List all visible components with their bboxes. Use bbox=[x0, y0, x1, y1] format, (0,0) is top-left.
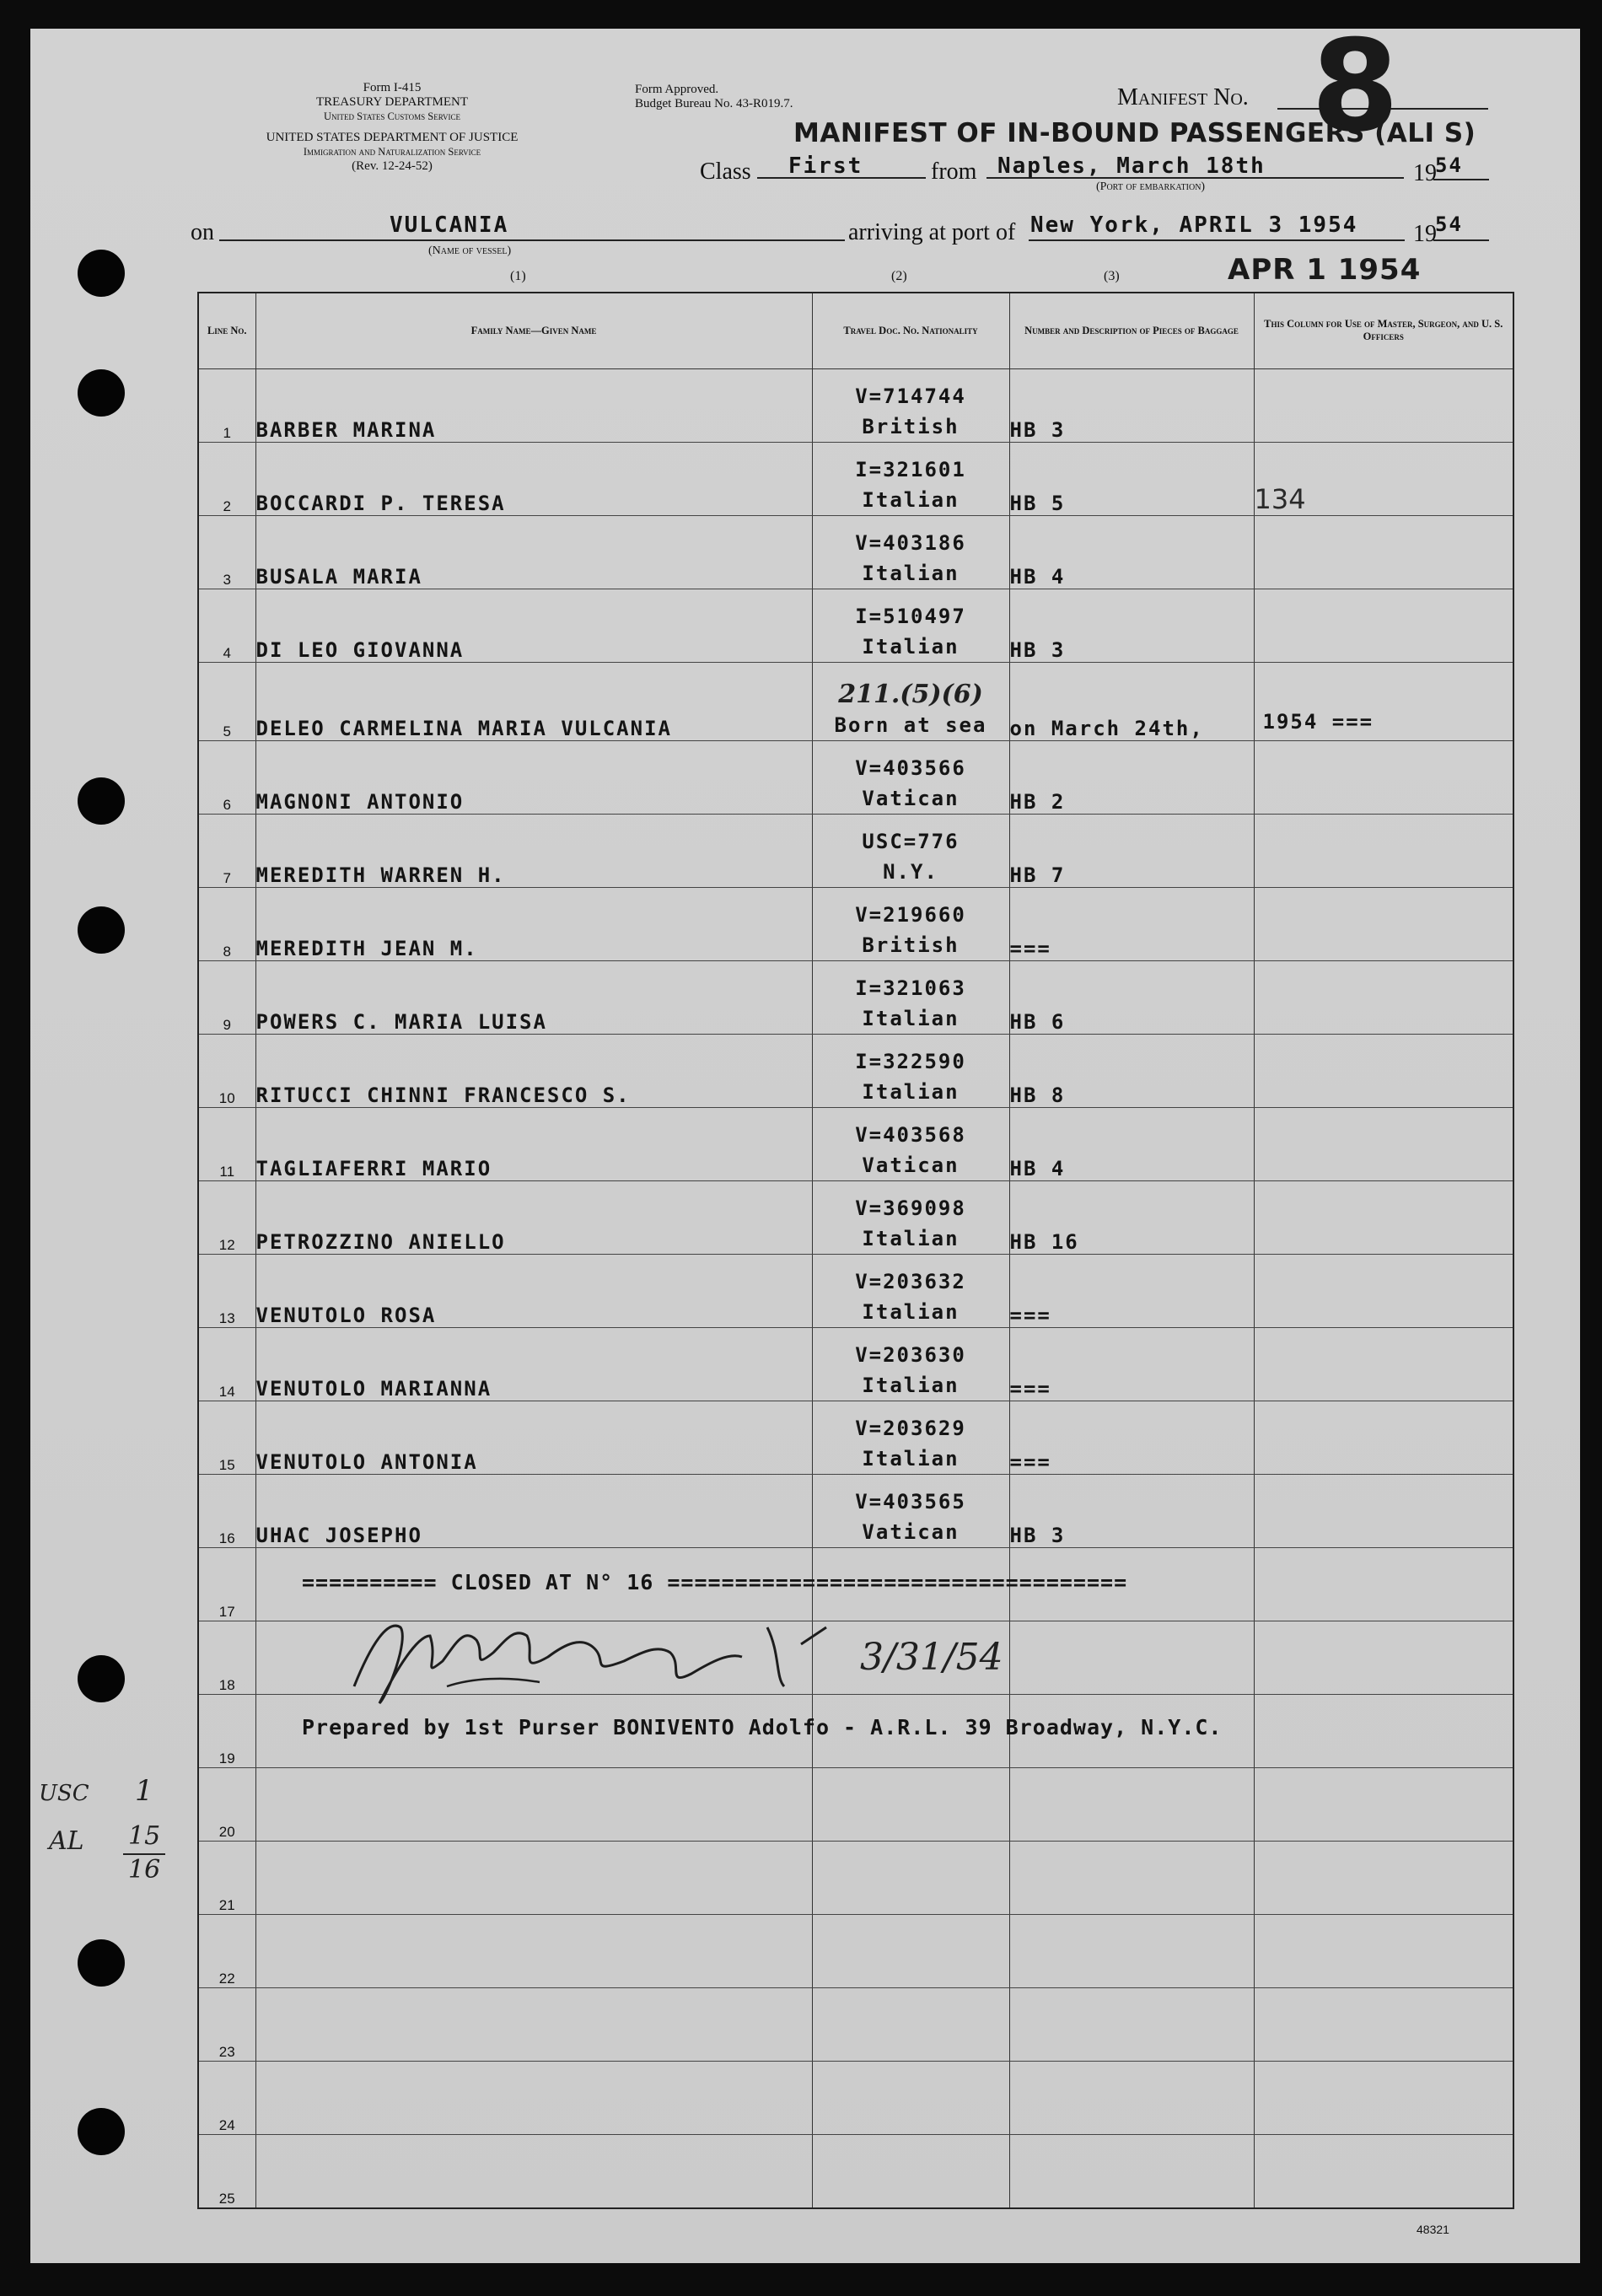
passenger-name bbox=[255, 1254, 812, 1327]
passenger-name bbox=[255, 2134, 812, 2208]
travel-doc-number: V=714744 bbox=[855, 384, 966, 408]
travel-doc bbox=[812, 1987, 1009, 2061]
travel-doc bbox=[812, 1327, 1009, 1401]
arrival-line bbox=[1029, 239, 1405, 241]
baggage bbox=[1009, 2061, 1254, 2134]
line-number-text: 8 bbox=[223, 943, 231, 960]
from-label: from bbox=[931, 159, 977, 185]
line-number-text: 25 bbox=[218, 2190, 235, 2207]
treasury-department: TREASURY DEPARTMENT bbox=[315, 95, 469, 109]
nationality: British bbox=[862, 414, 960, 438]
passenger-name bbox=[255, 1034, 812, 1107]
on-label: on bbox=[191, 219, 214, 245]
nationality: N.Y. bbox=[883, 859, 938, 884]
port-of-embarkation: Naples, March 18th bbox=[997, 153, 1266, 179]
baggage-text: HB 6 bbox=[1009, 1009, 1066, 1034]
header-travel-doc: Travel Doc. No. Nationality bbox=[812, 293, 1009, 368]
passenger-name bbox=[255, 1914, 812, 1987]
manifest-number: 8 bbox=[1311, 13, 1400, 160]
column-number: (1) bbox=[510, 269, 526, 283]
year-prefix: 19 bbox=[1413, 221, 1437, 247]
year-line bbox=[1433, 179, 1489, 180]
baggage bbox=[1009, 1327, 1254, 1401]
line-number bbox=[198, 1547, 255, 1621]
manifest-label: Manifest No. bbox=[1117, 84, 1249, 110]
passenger-table bbox=[197, 292, 1514, 2209]
nationality: Italian bbox=[862, 1299, 960, 1324]
travel-doc bbox=[812, 887, 1009, 960]
line-number-text: 14 bbox=[218, 1383, 235, 1400]
travel-doc-number: USC=776 bbox=[862, 829, 960, 853]
passenger-name bbox=[255, 1401, 812, 1474]
baggage-text: HB 3 bbox=[1009, 1523, 1066, 1547]
line-number-text: 3 bbox=[223, 571, 231, 588]
travel-doc bbox=[812, 368, 1009, 442]
margin-al-bottom: 16 bbox=[128, 1855, 161, 1885]
passenger-name-text: BARBER MARINA bbox=[255, 417, 437, 442]
line-number-text: 10 bbox=[218, 1089, 235, 1106]
officer-note bbox=[1254, 589, 1513, 662]
line-number-text: 6 bbox=[223, 796, 231, 813]
baggage bbox=[1009, 1474, 1254, 1547]
header-officers: This Column for Use of Master, Surgeon, and U. S. Officers bbox=[1254, 293, 1513, 368]
year-prefix: 19 bbox=[1413, 160, 1437, 186]
nationality: Italian bbox=[862, 1446, 960, 1471]
passenger-name bbox=[255, 1841, 812, 1914]
travel-doc bbox=[812, 2134, 1009, 2208]
baggage bbox=[1009, 740, 1254, 814]
vessel-caption: (Name of vessel) bbox=[428, 245, 512, 257]
ins-service: Immigration and Naturalization Service bbox=[303, 146, 481, 158]
passenger-name bbox=[255, 960, 812, 1034]
line-number bbox=[198, 1621, 255, 1694]
embarkation-caption: (Port of embarkation) bbox=[1096, 180, 1206, 193]
table-row bbox=[198, 1034, 1513, 1107]
class-label: Class bbox=[700, 159, 751, 185]
baggage-text: HB 8 bbox=[1009, 1083, 1066, 1107]
form-approval bbox=[635, 83, 793, 111]
passenger-name bbox=[255, 368, 812, 442]
passenger-name bbox=[255, 1327, 812, 1401]
travel-doc bbox=[812, 1914, 1009, 1987]
line-number bbox=[198, 2061, 255, 2134]
arrival-date-stamp: APR 1 1954 bbox=[1228, 253, 1422, 287]
travel-doc bbox=[812, 589, 1009, 662]
passenger-name bbox=[255, 1987, 812, 2061]
line-number-text: 5 bbox=[223, 723, 231, 739]
year-line bbox=[1433, 239, 1489, 241]
travel-doc bbox=[812, 1474, 1009, 1547]
travel-doc bbox=[812, 1841, 1009, 1914]
arrival-port: New York, APRIL 3 1954 bbox=[1030, 212, 1358, 238]
line-number bbox=[198, 1474, 255, 1547]
baggage-text: HB 5 bbox=[1009, 491, 1066, 515]
travel-doc-number: V=203632 bbox=[855, 1269, 966, 1293]
baggage bbox=[1009, 1914, 1254, 1987]
line-number bbox=[198, 1180, 255, 1254]
form-block-left bbox=[253, 81, 531, 174]
line-number-text: 19 bbox=[218, 1750, 235, 1766]
baggage bbox=[1009, 1180, 1254, 1254]
line-number bbox=[198, 589, 255, 662]
line-number bbox=[198, 515, 255, 589]
baggage bbox=[1009, 1767, 1254, 1841]
travel-doc-number: V=403566 bbox=[855, 755, 966, 780]
table-header bbox=[198, 293, 1513, 368]
table-row bbox=[198, 2134, 1513, 2208]
line-number-text: 9 bbox=[223, 1016, 231, 1033]
margin-al-top: 15 bbox=[128, 1821, 161, 1851]
travel-doc-number: V=403568 bbox=[855, 1122, 966, 1147]
travel-doc bbox=[812, 1034, 1009, 1107]
travel-doc bbox=[812, 662, 1009, 740]
table-row bbox=[198, 442, 1513, 515]
arriving-label: arriving at port of bbox=[848, 219, 1016, 245]
line-number bbox=[198, 960, 255, 1034]
passenger-name bbox=[255, 515, 812, 589]
nationality: Italian bbox=[862, 487, 960, 512]
vessel-line bbox=[219, 239, 845, 241]
table-row bbox=[198, 960, 1513, 1034]
officer-note bbox=[1254, 740, 1513, 814]
travel-doc bbox=[812, 1767, 1009, 1841]
nationality: Vatican bbox=[862, 1153, 960, 1177]
line-number-text: 2 bbox=[223, 497, 231, 514]
passenger-name bbox=[255, 589, 812, 662]
table-row bbox=[198, 1254, 1513, 1327]
line-number-text: 7 bbox=[223, 869, 231, 886]
passenger-name-text: TAGLIAFERRI MARIO bbox=[255, 1156, 492, 1180]
officer-note bbox=[1254, 1621, 1513, 1694]
officer-note bbox=[1254, 960, 1513, 1034]
officer-note bbox=[1254, 1987, 1513, 2061]
passenger-name-text: DELEO CARMELINA MARIA VULCANIA bbox=[255, 716, 672, 740]
form-approved: Form Approved. bbox=[635, 83, 719, 96]
nationality: Vatican bbox=[862, 1519, 960, 1544]
table-row bbox=[198, 1474, 1513, 1547]
baggage bbox=[1009, 368, 1254, 442]
officer-note bbox=[1254, 1180, 1513, 1254]
baggage-text: === bbox=[1009, 1449, 1051, 1474]
passenger-name-text: MEREDITH WARREN H. bbox=[255, 863, 506, 887]
passenger-name-text: BUSALA MARIA bbox=[255, 564, 422, 589]
table-row bbox=[198, 589, 1513, 662]
line-number bbox=[198, 887, 255, 960]
baggage bbox=[1009, 442, 1254, 515]
line-number bbox=[198, 368, 255, 442]
nationality: Italian bbox=[862, 1373, 960, 1397]
nationality: Italian bbox=[862, 634, 960, 659]
year-suffix: 54 bbox=[1435, 153, 1463, 177]
baggage bbox=[1009, 1107, 1254, 1180]
line-number bbox=[198, 1694, 255, 1767]
travel-doc bbox=[812, 1401, 1009, 1474]
passenger-name-text: UHAC JOSEPHO bbox=[255, 1523, 422, 1547]
column-number: (2) bbox=[891, 269, 907, 283]
baggage bbox=[1009, 887, 1254, 960]
header-line-no: Line No. bbox=[198, 293, 255, 368]
line-number-text: 11 bbox=[219, 1163, 235, 1180]
table-row bbox=[198, 1987, 1513, 2061]
table-row bbox=[198, 814, 1513, 887]
nationality: Italian bbox=[862, 1079, 960, 1104]
travel-doc bbox=[812, 1180, 1009, 1254]
line-number-text: 18 bbox=[218, 1676, 235, 1693]
travel-doc bbox=[812, 515, 1009, 589]
travel-doc bbox=[812, 1107, 1009, 1180]
officer-note bbox=[1254, 1254, 1513, 1327]
margin-al: AL bbox=[49, 1826, 84, 1856]
officer-note bbox=[1254, 1474, 1513, 1547]
line-number bbox=[198, 1767, 255, 1841]
officer-note bbox=[1254, 442, 1513, 515]
travel-doc-number: I=321063 bbox=[855, 976, 966, 1000]
line-number bbox=[198, 1327, 255, 1401]
table-row bbox=[198, 515, 1513, 589]
table-row bbox=[198, 662, 1513, 740]
nationality: Born at sea bbox=[834, 712, 987, 737]
baggage bbox=[1009, 1401, 1254, 1474]
passenger-name-text: VENUTOLO MARIANNA bbox=[255, 1376, 492, 1401]
officer-note bbox=[1254, 515, 1513, 589]
line-number bbox=[198, 814, 255, 887]
table-row bbox=[198, 368, 1513, 442]
officer-note bbox=[1254, 662, 1513, 740]
line-number bbox=[198, 1914, 255, 1987]
officer-note bbox=[1254, 1107, 1513, 1180]
travel-doc bbox=[812, 740, 1009, 814]
officer-note bbox=[1254, 814, 1513, 887]
table-row bbox=[198, 1327, 1513, 1401]
travel-doc-number: V=219660 bbox=[855, 902, 966, 927]
margin-usc-count: 1 bbox=[135, 1774, 153, 1808]
baggage bbox=[1009, 1254, 1254, 1327]
closed-notice: ========== CLOSED AT N° 16 ================================== bbox=[302, 1570, 1128, 1594]
passenger-name-text: PETROZZINO ANIELLO bbox=[255, 1229, 506, 1254]
table-row bbox=[198, 1914, 1513, 1987]
travel-doc-number: V=403186 bbox=[855, 530, 966, 555]
officer-note bbox=[1254, 2134, 1513, 2208]
table-row bbox=[198, 1841, 1513, 1914]
officer-note bbox=[1254, 2061, 1513, 2134]
baggage-text: HB 3 bbox=[1009, 417, 1066, 442]
officer-note bbox=[1254, 368, 1513, 442]
travel-doc-number: V=203629 bbox=[855, 1416, 966, 1440]
signature-date: 3/31/54 bbox=[860, 1636, 1003, 1679]
officer-note bbox=[1254, 1547, 1513, 1621]
customs-service: United States Customs Service bbox=[323, 110, 461, 122]
nationality: British bbox=[862, 933, 960, 957]
officer-signature bbox=[337, 1594, 860, 1720]
form-revision: (Rev. 12-24-52) bbox=[352, 159, 433, 173]
officer-note bbox=[1254, 887, 1513, 960]
passenger-name-text: MEREDITH JEAN M. bbox=[255, 936, 478, 960]
table-row bbox=[198, 2061, 1513, 2134]
nationality: Italian bbox=[862, 1226, 960, 1250]
baggage-text: HB 7 bbox=[1009, 863, 1066, 887]
line-number bbox=[198, 662, 255, 740]
line-number-text: 15 bbox=[218, 1456, 235, 1473]
line-number bbox=[198, 442, 255, 515]
baggage bbox=[1009, 2134, 1254, 2208]
line-number bbox=[198, 1401, 255, 1474]
line-number-text: 1 bbox=[223, 424, 231, 441]
passenger-name bbox=[255, 1474, 812, 1547]
passenger-name bbox=[255, 1180, 812, 1254]
line-number-text: 24 bbox=[218, 2116, 235, 2133]
passenger-name-text: RITUCCI CHINNI FRANCESCO S. bbox=[255, 1083, 631, 1107]
line-number bbox=[198, 1841, 255, 1914]
budget-bureau: Budget Bureau No. 43-R019.7. bbox=[635, 97, 793, 110]
line-number-text: 21 bbox=[218, 1896, 235, 1913]
officer-note bbox=[1254, 1327, 1513, 1401]
line-number bbox=[198, 1987, 255, 2061]
passenger-name bbox=[255, 1107, 812, 1180]
travel-doc bbox=[812, 2061, 1009, 2134]
line-number-text: 23 bbox=[218, 2043, 235, 2060]
passenger-name-text: POWERS C. MARIA LUISA bbox=[255, 1009, 547, 1034]
baggage-text: HB 4 bbox=[1009, 564, 1066, 589]
line-number-text: 4 bbox=[223, 644, 231, 661]
travel-doc bbox=[812, 1254, 1009, 1327]
baggage bbox=[1009, 1841, 1254, 1914]
prepared-by: Prepared by 1st Purser BONIVENTO Adolfo - A.R.L. 39 Broadway, N.Y.C. bbox=[302, 1715, 1223, 1739]
baggage bbox=[1009, 1987, 1254, 2061]
baggage bbox=[1009, 589, 1254, 662]
table-row bbox=[198, 740, 1513, 814]
passenger-name bbox=[255, 814, 812, 887]
line-number bbox=[198, 2134, 255, 2208]
table-row bbox=[198, 1107, 1513, 1180]
table-body bbox=[198, 368, 1513, 2208]
nationality: Italian bbox=[862, 1006, 960, 1030]
header-name: Family Name—Given Name bbox=[255, 293, 812, 368]
travel-doc-number: I=510497 bbox=[855, 604, 966, 628]
nationality: Vatican bbox=[862, 786, 960, 810]
vessel-name: VULCANIA bbox=[390, 212, 509, 238]
form-code: 48321 bbox=[1417, 2223, 1449, 2236]
officer-note bbox=[1254, 1841, 1513, 1914]
baggage-text: === bbox=[1009, 936, 1051, 960]
passenger-name-text: VENUTOLO ROSA bbox=[255, 1303, 437, 1327]
passenger-name-text: BOCCARDI P. TERESA bbox=[255, 491, 506, 515]
travel-doc-number: V=369098 bbox=[855, 1196, 966, 1220]
line-number bbox=[198, 1254, 255, 1327]
travel-doc-number: I=321601 bbox=[855, 457, 966, 481]
baggage bbox=[1009, 960, 1254, 1034]
table-row bbox=[198, 1180, 1513, 1254]
officer-note bbox=[1254, 1694, 1513, 1767]
baggage-text: on March 24th, bbox=[1009, 716, 1204, 740]
table-row bbox=[198, 887, 1513, 960]
baggage-text: === bbox=[1009, 1303, 1051, 1327]
form-number: Form I-415 bbox=[363, 81, 422, 94]
travel-doc-number: V=403565 bbox=[855, 1489, 966, 1514]
baggage bbox=[1009, 662, 1254, 740]
passenger-name bbox=[255, 662, 812, 740]
table-row bbox=[198, 1401, 1513, 1474]
passenger-name bbox=[255, 887, 812, 960]
travel-doc-number: V=203630 bbox=[855, 1342, 966, 1367]
travel-doc-number: I=322590 bbox=[855, 1049, 966, 1073]
line-number-text: 13 bbox=[218, 1309, 235, 1326]
line-number-text: 17 bbox=[218, 1603, 235, 1620]
baggage-text: === bbox=[1009, 1376, 1051, 1401]
baggage-text: HB 3 bbox=[1009, 637, 1066, 662]
baggage bbox=[1009, 814, 1254, 887]
baggage-text: HB 2 bbox=[1009, 789, 1066, 814]
baggage bbox=[1009, 1034, 1254, 1107]
line-number-text: 20 bbox=[218, 1823, 235, 1840]
justice-department: UNITED STATES DEPARTMENT OF JUSTICE bbox=[266, 131, 519, 144]
officer-note bbox=[1254, 1034, 1513, 1107]
baggage-text: HB 16 bbox=[1009, 1229, 1079, 1254]
line-number-text: 22 bbox=[218, 1970, 235, 1987]
column-number: (3) bbox=[1104, 269, 1120, 283]
baggage bbox=[1009, 515, 1254, 589]
passenger-name bbox=[255, 740, 812, 814]
year-suffix: 54 bbox=[1435, 212, 1463, 236]
manifest-title: MANIFEST OF IN-BOUND PASSENGERS (ALI S) bbox=[793, 118, 1476, 148]
passenger-name-text: DI LEO GIOVANNA bbox=[255, 637, 465, 662]
travel-doc bbox=[812, 442, 1009, 515]
officer-note-text: 134 bbox=[1254, 482, 1306, 515]
line-number bbox=[198, 1034, 255, 1107]
line-number bbox=[198, 740, 255, 814]
officer-note-text: 1954 === bbox=[1262, 709, 1374, 734]
class-value: First bbox=[788, 153, 863, 179]
line-number-text: 12 bbox=[218, 1236, 235, 1253]
travel-doc-number: 211.(5)(6) bbox=[838, 679, 983, 709]
travel-doc bbox=[812, 814, 1009, 887]
officer-note bbox=[1254, 1401, 1513, 1474]
passenger-name bbox=[255, 2061, 812, 2134]
header-baggage: Number and Description of Pieces of Baggage bbox=[1009, 293, 1254, 368]
officer-note bbox=[1254, 1914, 1513, 1987]
passenger-name bbox=[255, 442, 812, 515]
table-row bbox=[198, 1767, 1513, 1841]
passenger-name-text: VENUTOLO ANTONIA bbox=[255, 1449, 478, 1474]
line-number bbox=[198, 1107, 255, 1180]
baggage-text: HB 4 bbox=[1009, 1156, 1066, 1180]
passenger-name-text: MAGNONI ANTONIO bbox=[255, 789, 465, 814]
officer-note bbox=[1254, 1767, 1513, 1841]
line-number-text: 16 bbox=[218, 1530, 235, 1546]
baggage bbox=[1009, 1621, 1254, 1694]
margin-usc: USC bbox=[39, 1781, 89, 1806]
nationality: Italian bbox=[862, 561, 960, 585]
travel-doc bbox=[812, 960, 1009, 1034]
passenger-name bbox=[255, 1767, 812, 1841]
